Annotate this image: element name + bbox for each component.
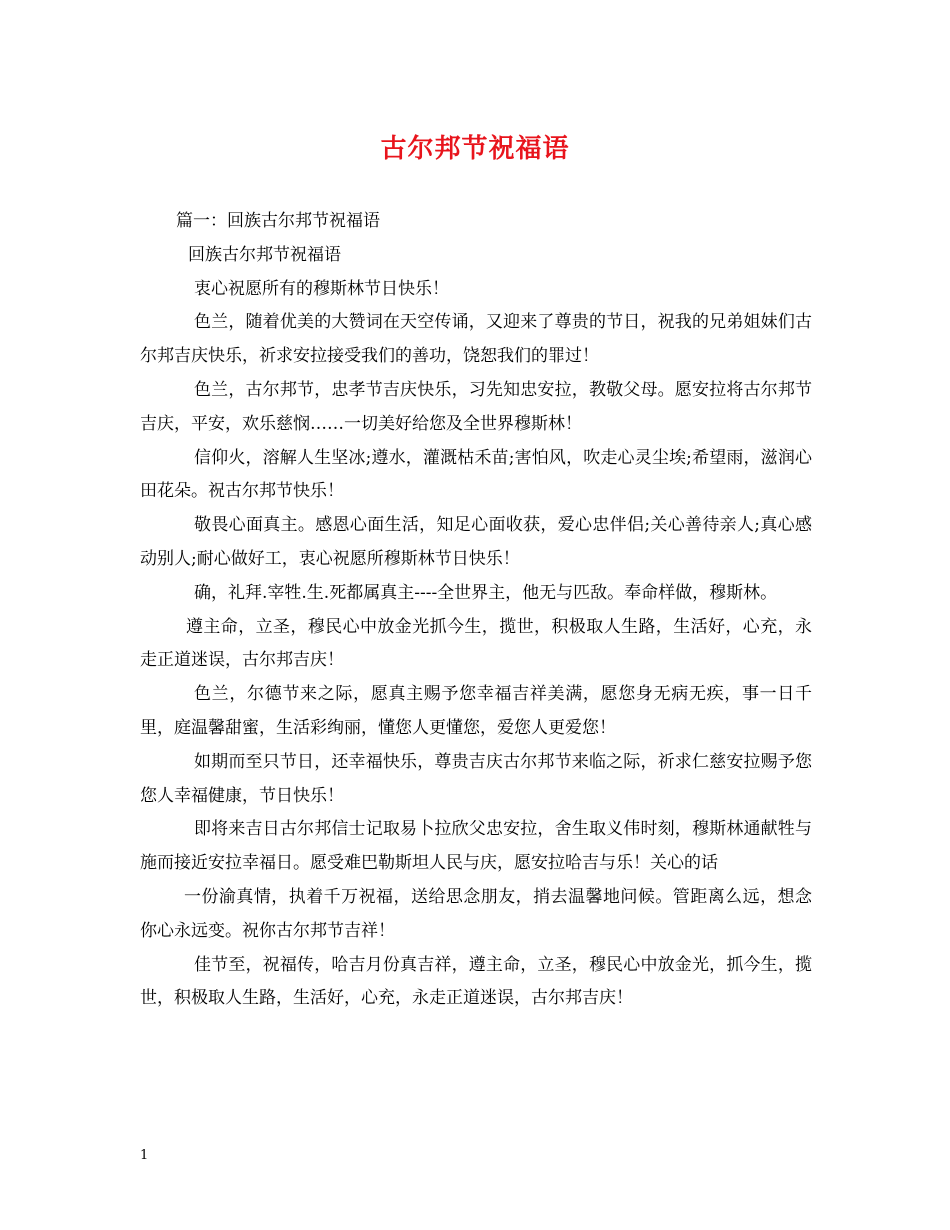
- paragraph: 色兰，古尔邦节，忠孝节吉庆快乐，习先知忠安拉，教敬父母。愿安拉将古尔邦节吉庆，平安，欢乐慈悯……一切美好给您及全世界穆斯林！: [140, 379, 812, 434]
- document-body: [140, 205, 812, 1016]
- section-heading: 篇一：回族古尔邦节祝福语: [176, 211, 380, 231]
- page-number: 1: [140, 1148, 149, 1163]
- sub-heading: 回族古尔邦节祝福语: [188, 244, 341, 265]
- paragraph: 即将来吉日古尔邦信士记取易卜拉欣父忠安拉，舍生取义伟时刻，穆斯林通献牲与施而接近安拉幸福日。愿受难巴勒斯坦人民与庆，愿安拉哈吉与乐！关心的话: [140, 819, 812, 874]
- paragraph: 信仰火，溶解人生坚冰;遵水，灌溉枯禾苗;害怕风，吹走心灵尘埃;希望雨，滋润心田花朵。祝古尔邦节快乐！: [140, 447, 812, 502]
- paragraph: 敬畏心面真主。感恩心面生活，知足心面收获，爱心忠伴侣;关心善待亲人;真心感动别人;耐心做好工，衷心祝愿所穆斯林节日快乐！: [140, 515, 812, 569]
- paragraph: 确，礼拜.宰牲.生.死都属真主----全世界主，他无与匹敌。奉命样做，穆斯林。: [194, 582, 778, 603]
- paragraph: 如期而至只节日，还幸福快乐，尊贵吉庆古尔邦节来临之际，祈求仁慈安拉赐予您您人幸福健康，节日快乐！: [140, 751, 812, 806]
- paragraph: 佳节至，祝福传，哈吉月份真吉祥，遵主命，立圣，穆民心中放金光，抓今生，揽世，积极取人生路，生活好，心充，永走正道迷误，古尔邦吉庆！: [140, 954, 812, 1009]
- document-title: 古尔邦节祝福语: [380, 134, 570, 164]
- paragraph: 色兰，随着优美的大赞词在天空传诵，又迎来了尊贵的节日，祝我的兄弟姐妹们古尔邦吉庆快乐，祈求安拉接受我们的善功，饶恕我们的罪过！: [140, 312, 812, 367]
- paragraph: 衷心祝愿所有的穆斯林节日快乐！: [194, 278, 449, 299]
- paragraph: 遵主命，立圣，穆民心中放金光抓今生，揽世，积极取人生路，生活好，心充，永走正道迷误，古尔邦吉庆！: [140, 616, 812, 671]
- paragraph: 一份渝真情，执着千万祝福，送给思念朋友，捎去温馨地问候。管距离么远，想念你心永远变。祝你古尔邦节吉祥！: [140, 886, 812, 941]
- paragraph: 色兰，尔德节来之际，愿真主赐予您幸福吉祥美满，愿您身无病无疾，事一日千里，庭温馨甜蜜，生活彩绚丽，懂您人更懂您，爱您人更爱您！: [140, 684, 812, 738]
